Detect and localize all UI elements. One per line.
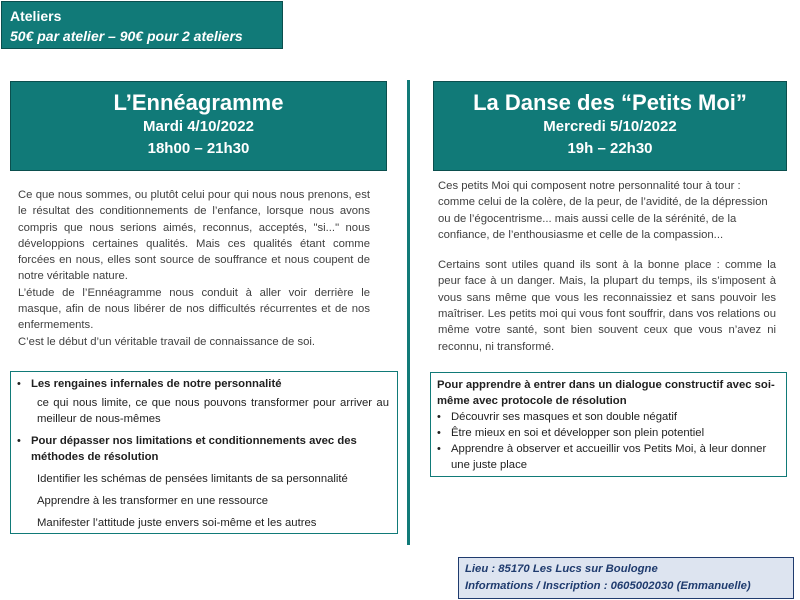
ateliers-title: Ateliers bbox=[10, 8, 62, 24]
program-bullet: Découvrir ses masques et son double négatif bbox=[451, 411, 678, 423]
enneagramme-program-box bbox=[10, 371, 398, 534]
petits-moi-description bbox=[438, 178, 776, 355]
enneagramme-description bbox=[18, 187, 370, 350]
list-item bbox=[17, 376, 389, 392]
enneagramme-title-box bbox=[10, 81, 387, 171]
bullet-icon: • bbox=[437, 411, 441, 423]
column-divider bbox=[407, 80, 410, 545]
bullet-icon: • bbox=[17, 378, 21, 390]
program-line: Identifier les schémas de pensées limitants de sa personnalité bbox=[37, 473, 348, 485]
ateliers-price: 50€ par atelier – 90€ pour 2 ateliers bbox=[10, 28, 243, 44]
contact-line: Informations / Inscription : 0605002030 (Emmanuelle) bbox=[465, 580, 751, 592]
program-bullet: Être mieux en soi et développer son plein potentiel bbox=[451, 427, 705, 439]
enneagramme-title: L’Ennéagramme bbox=[113, 90, 284, 115]
program-heading: Pour apprendre à entrer dans un dialogue constructif avec soi-même avec protocole de résolution bbox=[437, 379, 775, 407]
program-text: ce qui nous limite, ce que nous pouvons transformer pour arriver au meilleur de nous-mêmes bbox=[37, 397, 389, 425]
ateliers-banner bbox=[1, 1, 283, 49]
petits-moi-paragraph: Ces petits Moi qui composent notre personnalité tour à tour : comme celui de la colère, de la peur, de l’avidité, de la dépression ou de l’égocentrisme... mais aussi celle de la sérénité, de la confiance, de l’enthousiasme et celle de la compassion... bbox=[438, 180, 768, 241]
enneagramme-time: 18h00 – 21h30 bbox=[147, 140, 250, 157]
bullet-icon: • bbox=[437, 443, 441, 455]
petits-moi-paragraph: Certains sont utiles quand ils sont à la bonne place : comme la peur face à un danger. Mais, la plupart du temps, ils s’imposent à vous sans même que vous les reconnaissiez et sans pouvoir les maîtriser. Les petits moi qui vous font souffrir, dans vos relations ou même votre santé, sont bien souvent ceux que vous n’avez ni reconnu, ni transformé. bbox=[438, 259, 776, 353]
bullet-icon: • bbox=[17, 435, 21, 447]
program-line: Manifester l’attitude juste envers soi-même et les autres bbox=[37, 517, 317, 529]
petits-moi-date: Mercredi 5/10/2022 bbox=[543, 118, 677, 135]
list-item bbox=[437, 409, 778, 425]
program-line: Apprendre à les transformer en une ressource bbox=[37, 495, 269, 507]
program-heading: Pour dépasser nos limitations et conditionnements avec des méthodes de résolution bbox=[31, 435, 357, 463]
bullet-icon: • bbox=[437, 427, 441, 439]
enneagramme-paragraph: Ce que nous sommes, ou plutôt celui pour qui nous nous prenons, est le résultat des conditionnements de l’enfance, lorsque nous avons compris que nous serions aimés, reconnus, acceptés, "si..." nous développions certaines qualités. Mais ces qualités étant comme forcées en nous, elles sont source de souffrance et nous coupent de notre véritable nature. bbox=[18, 189, 370, 283]
enneagramme-paragraph: L’étude de l’Ennéagramme nous conduit à aller voir derrière le masque, afin de nous libérer de nos difficultés récurrentes et de nos enfermements. bbox=[18, 286, 370, 332]
location-line: Lieu : 85170 Les Lucs sur Boulogne bbox=[465, 563, 658, 575]
list-item bbox=[437, 441, 778, 473]
program-heading: Les rengaines infernales de notre personnalité bbox=[31, 378, 282, 390]
list-item bbox=[17, 433, 389, 465]
petits-moi-title-box bbox=[433, 81, 787, 171]
petits-moi-program-box bbox=[430, 372, 787, 477]
program-bullet: Apprendre à observer et accueillir vos Petits Moi, à leur donner une juste place bbox=[451, 443, 767, 471]
list-item bbox=[437, 425, 778, 441]
petits-moi-title: La Danse des “Petits Moi” bbox=[473, 90, 747, 115]
petits-moi-time: 19h – 22h30 bbox=[567, 140, 653, 157]
enneagramme-date: Mardi 4/10/2022 bbox=[143, 118, 254, 135]
location-info-box bbox=[458, 557, 794, 599]
enneagramme-paragraph: C’est le début d’un véritable travail de connaissance de soi. bbox=[18, 335, 316, 348]
